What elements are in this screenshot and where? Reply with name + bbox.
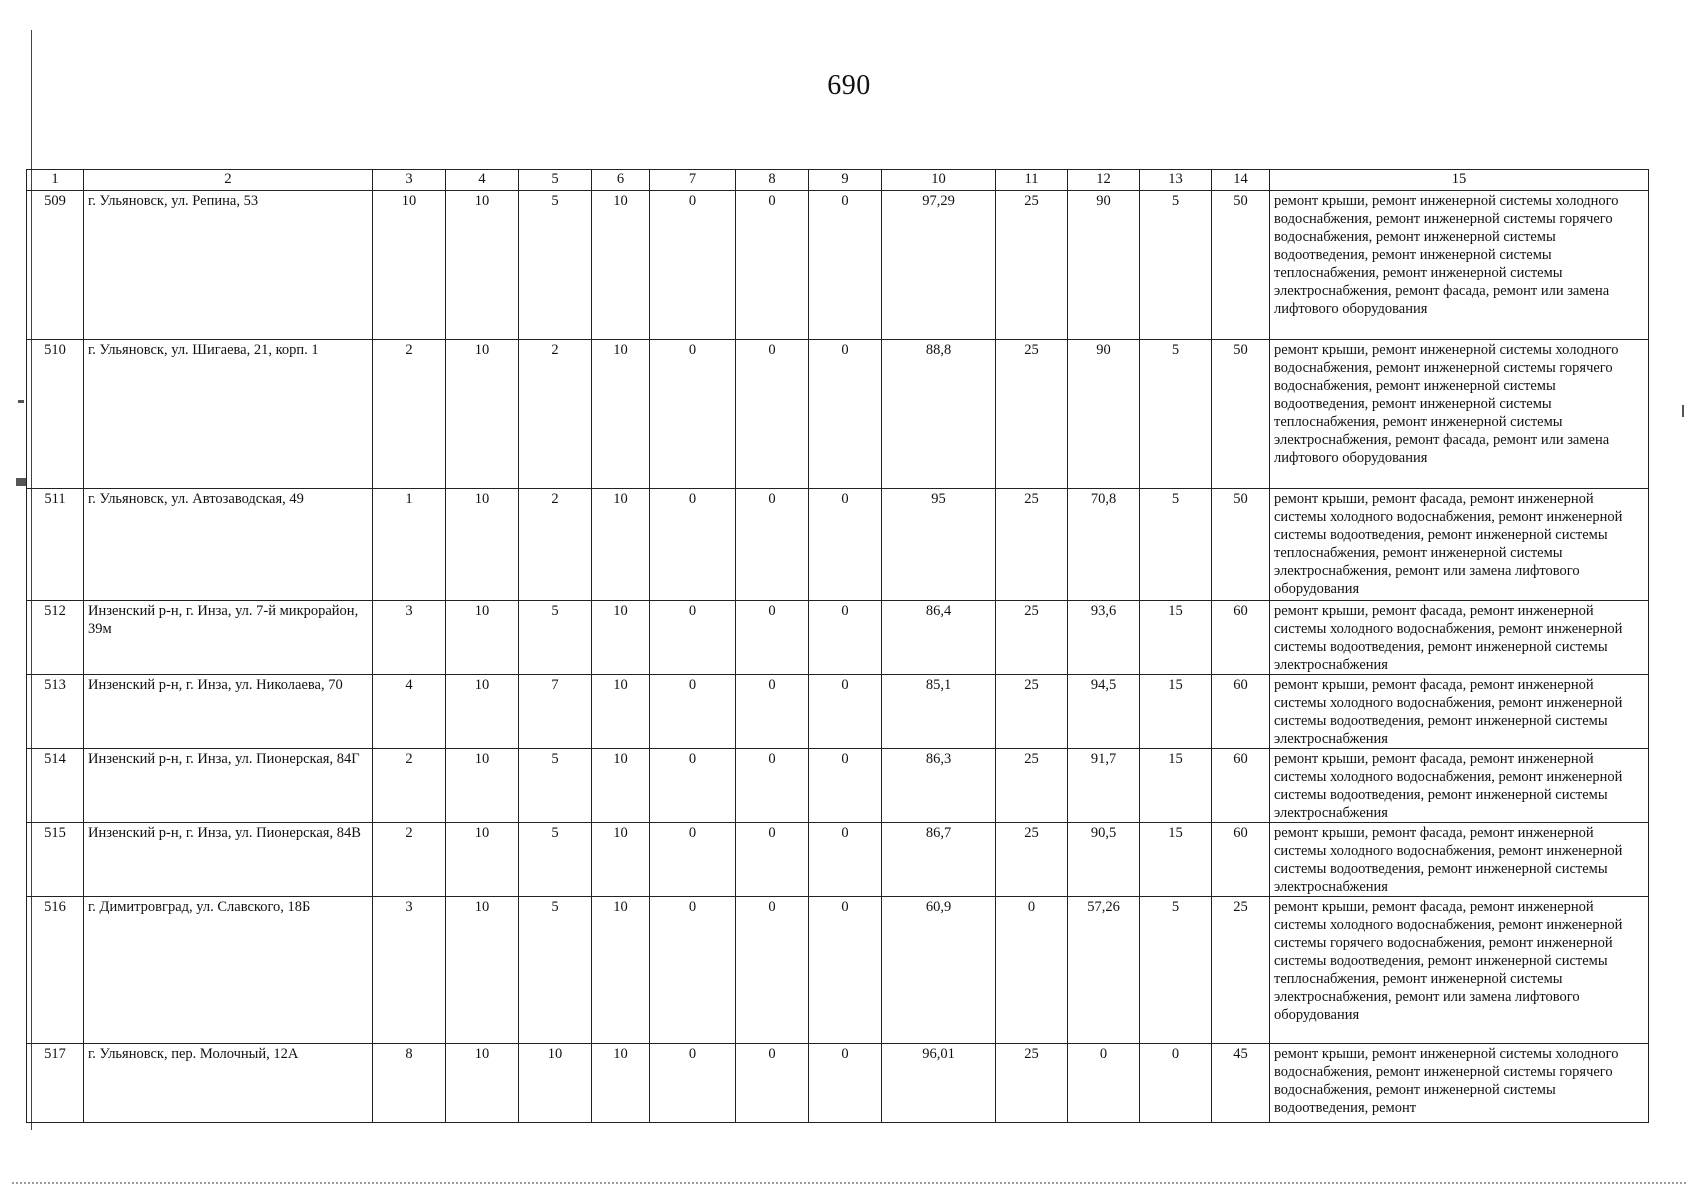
- value-cell: 0: [809, 191, 882, 340]
- value-cell: 96,01: [882, 1044, 996, 1123]
- value-cell: 0: [1068, 1044, 1140, 1123]
- value-cell: 10: [446, 489, 519, 601]
- value-cell: 10: [446, 897, 519, 1044]
- table-row: [27, 489, 1649, 601]
- value-cell: 0: [650, 1044, 736, 1123]
- value-cell: 10: [446, 601, 519, 675]
- value-cell: 0: [650, 675, 736, 749]
- column-header: 4: [446, 170, 519, 191]
- value-cell: 10: [446, 340, 519, 489]
- value-cell: 0: [809, 675, 882, 749]
- value-cell: 10: [446, 1044, 519, 1123]
- table-row: [27, 675, 1649, 749]
- value-cell: 0: [809, 749, 882, 823]
- works-cell: ремонт крыши, ремонт фасада, ремонт инженерной системы холодного водоснабжения, ремонт инженерной системы водоотведения, ремонт инженерной системы электроснабжения: [1270, 749, 1649, 823]
- value-cell: 0: [1140, 1044, 1212, 1123]
- value-cell: 10: [592, 897, 650, 1044]
- column-header: 5: [519, 170, 592, 191]
- column-header: 12: [1068, 170, 1140, 191]
- value-cell: 94,5: [1068, 675, 1140, 749]
- column-header: 7: [650, 170, 736, 191]
- value-cell: 91,7: [1068, 749, 1140, 823]
- value-cell: 86,3: [882, 749, 996, 823]
- value-cell: 2: [519, 489, 592, 601]
- value-cell: 50: [1212, 340, 1270, 489]
- value-cell: 0: [736, 489, 809, 601]
- value-cell: 10: [373, 191, 446, 340]
- value-cell: 0: [650, 191, 736, 340]
- works-cell: ремонт крыши, ремонт инженерной системы холодного водоснабжения, ремонт инженерной системы горячего водоснабжения, ремонт инженерной системы водоотведения, ремонт: [1270, 1044, 1649, 1123]
- value-cell: 50: [1212, 489, 1270, 601]
- value-cell: 0: [809, 897, 882, 1044]
- value-cell: 86,7: [882, 823, 996, 897]
- value-cell: 15: [1140, 823, 1212, 897]
- value-cell: 50: [1212, 191, 1270, 340]
- value-cell: 90: [1068, 340, 1140, 489]
- value-cell: 0: [996, 897, 1068, 1044]
- works-cell: ремонт крыши, ремонт инженерной системы холодного водоснабжения, ремонт инженерной системы горячего водоснабжения, ремонт инженерной системы водоотведения, ремонт инженерной системы теплоснабжения, ремонт инженерной системы электроснабжения, ремонт фасада, ремонт или замена лифтового оборудования: [1270, 340, 1649, 489]
- column-header: 3: [373, 170, 446, 191]
- column-header: 14: [1212, 170, 1270, 191]
- column-header: 13: [1140, 170, 1212, 191]
- column-header: 9: [809, 170, 882, 191]
- value-cell: 10: [592, 823, 650, 897]
- value-cell: 0: [736, 675, 809, 749]
- value-cell: 10: [446, 675, 519, 749]
- value-cell: 5: [519, 823, 592, 897]
- value-cell: 5: [519, 749, 592, 823]
- value-cell: 25: [996, 823, 1068, 897]
- value-cell: 8: [373, 1044, 446, 1123]
- row-number: 517: [27, 1044, 84, 1123]
- value-cell: 0: [809, 1044, 882, 1123]
- table-row: [27, 897, 1649, 1044]
- row-number: 516: [27, 897, 84, 1044]
- works-cell: ремонт крыши, ремонт фасада, ремонт инженерной системы холодного водоснабжения, ремонт инженерной системы водоотведения, ремонт инженерной системы электроснабжения: [1270, 675, 1649, 749]
- address-cell: Инзенский р-н, г. Инза, ул. Николаева, 70: [84, 675, 373, 749]
- value-cell: 15: [1140, 601, 1212, 675]
- value-cell: 0: [736, 823, 809, 897]
- value-cell: 25: [996, 601, 1068, 675]
- value-cell: 90,5: [1068, 823, 1140, 897]
- value-cell: 0: [736, 191, 809, 340]
- value-cell: 0: [809, 601, 882, 675]
- value-cell: 10: [446, 191, 519, 340]
- row-number: 510: [27, 340, 84, 489]
- row-number: 514: [27, 749, 84, 823]
- page-number: 690: [827, 70, 871, 101]
- value-cell: 15: [1140, 675, 1212, 749]
- value-cell: 10: [592, 675, 650, 749]
- column-number-row: [27, 170, 1649, 191]
- address-cell: Инзенский р-н, г. Инза, ул. Пионерская, 84В: [84, 823, 373, 897]
- value-cell: 0: [809, 340, 882, 489]
- value-cell: 25: [996, 489, 1068, 601]
- value-cell: 0: [650, 340, 736, 489]
- value-cell: 88,8: [882, 340, 996, 489]
- value-cell: 93,6: [1068, 601, 1140, 675]
- column-header: 6: [592, 170, 650, 191]
- scan-speck: [1682, 405, 1684, 417]
- value-cell: 0: [736, 897, 809, 1044]
- value-cell: 60: [1212, 823, 1270, 897]
- table-row: [27, 191, 1649, 340]
- works-cell: ремонт крыши, ремонт фасада, ремонт инженерной системы холодного водоснабжения, ремонт инженерной системы водоотведения, ремонт инженерной системы электроснабжения: [1270, 601, 1649, 675]
- value-cell: 90: [1068, 191, 1140, 340]
- value-cell: 25: [1212, 897, 1270, 1044]
- address-cell: Инзенский р-н, г. Инза, ул. Пионерская, 84Г: [84, 749, 373, 823]
- value-cell: 0: [809, 489, 882, 601]
- value-cell: 10: [446, 823, 519, 897]
- value-cell: 10: [519, 1044, 592, 1123]
- value-cell: 5: [1140, 489, 1212, 601]
- value-cell: 60: [1212, 675, 1270, 749]
- value-cell: 95: [882, 489, 996, 601]
- value-cell: 25: [996, 675, 1068, 749]
- value-cell: 0: [650, 823, 736, 897]
- value-cell: 10: [592, 1044, 650, 1123]
- column-header: 1: [27, 170, 84, 191]
- value-cell: 7: [519, 675, 592, 749]
- value-cell: 25: [996, 1044, 1068, 1123]
- value-cell: 25: [996, 749, 1068, 823]
- value-cell: 0: [650, 749, 736, 823]
- table-header: [27, 170, 1649, 191]
- value-cell: 0: [736, 749, 809, 823]
- column-header: 8: [736, 170, 809, 191]
- value-cell: 0: [650, 897, 736, 1044]
- value-cell: 0: [736, 601, 809, 675]
- value-cell: 60: [1212, 749, 1270, 823]
- value-cell: 2: [373, 340, 446, 489]
- value-cell: 25: [996, 191, 1068, 340]
- value-cell: 57,26: [1068, 897, 1140, 1044]
- scan-speck: [16, 478, 26, 486]
- value-cell: 3: [373, 897, 446, 1044]
- table-row: [27, 749, 1649, 823]
- works-cell: ремонт крыши, ремонт инженерной системы холодного водоснабжения, ремонт инженерной системы горячего водоснабжения, ремонт инженерной системы водоотведения, ремонт инженерной системы теплоснабжения, ремонт инженерной системы электроснабжения, ремонт фасада, ремонт или замена лифтового оборудования: [1270, 191, 1649, 340]
- value-cell: 5: [519, 601, 592, 675]
- housing-repair-table: [26, 169, 1649, 1123]
- table-row: [27, 340, 1649, 489]
- address-cell: г. Ульяновск, ул. Шигаева, 21, корп. 1: [84, 340, 373, 489]
- value-cell: 0: [650, 601, 736, 675]
- bottom-scan-rule: [12, 1182, 1686, 1184]
- value-cell: 45: [1212, 1044, 1270, 1123]
- row-number: 513: [27, 675, 84, 749]
- row-number: 511: [27, 489, 84, 601]
- works-cell: ремонт крыши, ремонт фасада, ремонт инженерной системы холодного водоснабжения, ремонт инженерной системы водоотведения, ремонт инженерной системы электроснабжения: [1270, 823, 1649, 897]
- value-cell: 10: [592, 749, 650, 823]
- value-cell: 3: [373, 601, 446, 675]
- value-cell: 86,4: [882, 601, 996, 675]
- value-cell: 60: [1212, 601, 1270, 675]
- address-cell: г. Ульяновск, ул. Автозаводская, 49: [84, 489, 373, 601]
- value-cell: 0: [736, 1044, 809, 1123]
- value-cell: 5: [1140, 897, 1212, 1044]
- value-cell: 0: [809, 823, 882, 897]
- address-cell: Инзенский р-н, г. Инза, ул. 7-й микрорайон, 39м: [84, 601, 373, 675]
- column-header: 11: [996, 170, 1068, 191]
- address-cell: г. Димитровград, ул. Славского, 18Б: [84, 897, 373, 1044]
- column-header: 10: [882, 170, 996, 191]
- value-cell: 2: [519, 340, 592, 489]
- row-number: 509: [27, 191, 84, 340]
- value-cell: 5: [1140, 191, 1212, 340]
- value-cell: 70,8: [1068, 489, 1140, 601]
- value-cell: 0: [650, 489, 736, 601]
- value-cell: 4: [373, 675, 446, 749]
- value-cell: 10: [592, 489, 650, 601]
- value-cell: 10: [592, 340, 650, 489]
- value-cell: 25: [996, 340, 1068, 489]
- table-body: [27, 191, 1649, 1123]
- address-cell: г. Ульяновск, ул. Репина, 53: [84, 191, 373, 340]
- table-row: [27, 601, 1649, 675]
- value-cell: 97,29: [882, 191, 996, 340]
- column-header: 2: [84, 170, 373, 191]
- works-cell: ремонт крыши, ремонт фасада, ремонт инженерной системы холодного водоснабжения, ремонт инженерной системы горячего водоснабжения, ремонт инженерной системы водоотведения, ремонт инженерной системы теплоснабжения, ремонт инженерной системы электроснабжения, ремонт или замена лифтового оборудования: [1270, 897, 1649, 1044]
- value-cell: 2: [373, 823, 446, 897]
- address-cell: г. Ульяновск, пер. Молочный, 12А: [84, 1044, 373, 1123]
- value-cell: 60,9: [882, 897, 996, 1044]
- value-cell: 5: [519, 191, 592, 340]
- value-cell: 10: [446, 749, 519, 823]
- value-cell: 5: [1140, 340, 1212, 489]
- table-row: [27, 823, 1649, 897]
- value-cell: 10: [592, 191, 650, 340]
- value-cell: 2: [373, 749, 446, 823]
- value-cell: 1: [373, 489, 446, 601]
- value-cell: 10: [592, 601, 650, 675]
- value-cell: 5: [519, 897, 592, 1044]
- works-cell: ремонт крыши, ремонт фасада, ремонт инженерной системы холодного водоснабжения, ремонт инженерной системы водоотведения, ремонт инженерной системы теплоснабжения, ремонт инженерной системы электроснабжения, ремонт или замена лифтового оборудования: [1270, 489, 1649, 601]
- row-number: 512: [27, 601, 84, 675]
- row-number: 515: [27, 823, 84, 897]
- value-cell: 15: [1140, 749, 1212, 823]
- value-cell: 85,1: [882, 675, 996, 749]
- table-row: [27, 1044, 1649, 1123]
- column-header: 15: [1270, 170, 1649, 191]
- value-cell: 0: [736, 340, 809, 489]
- scan-speck: [18, 400, 24, 403]
